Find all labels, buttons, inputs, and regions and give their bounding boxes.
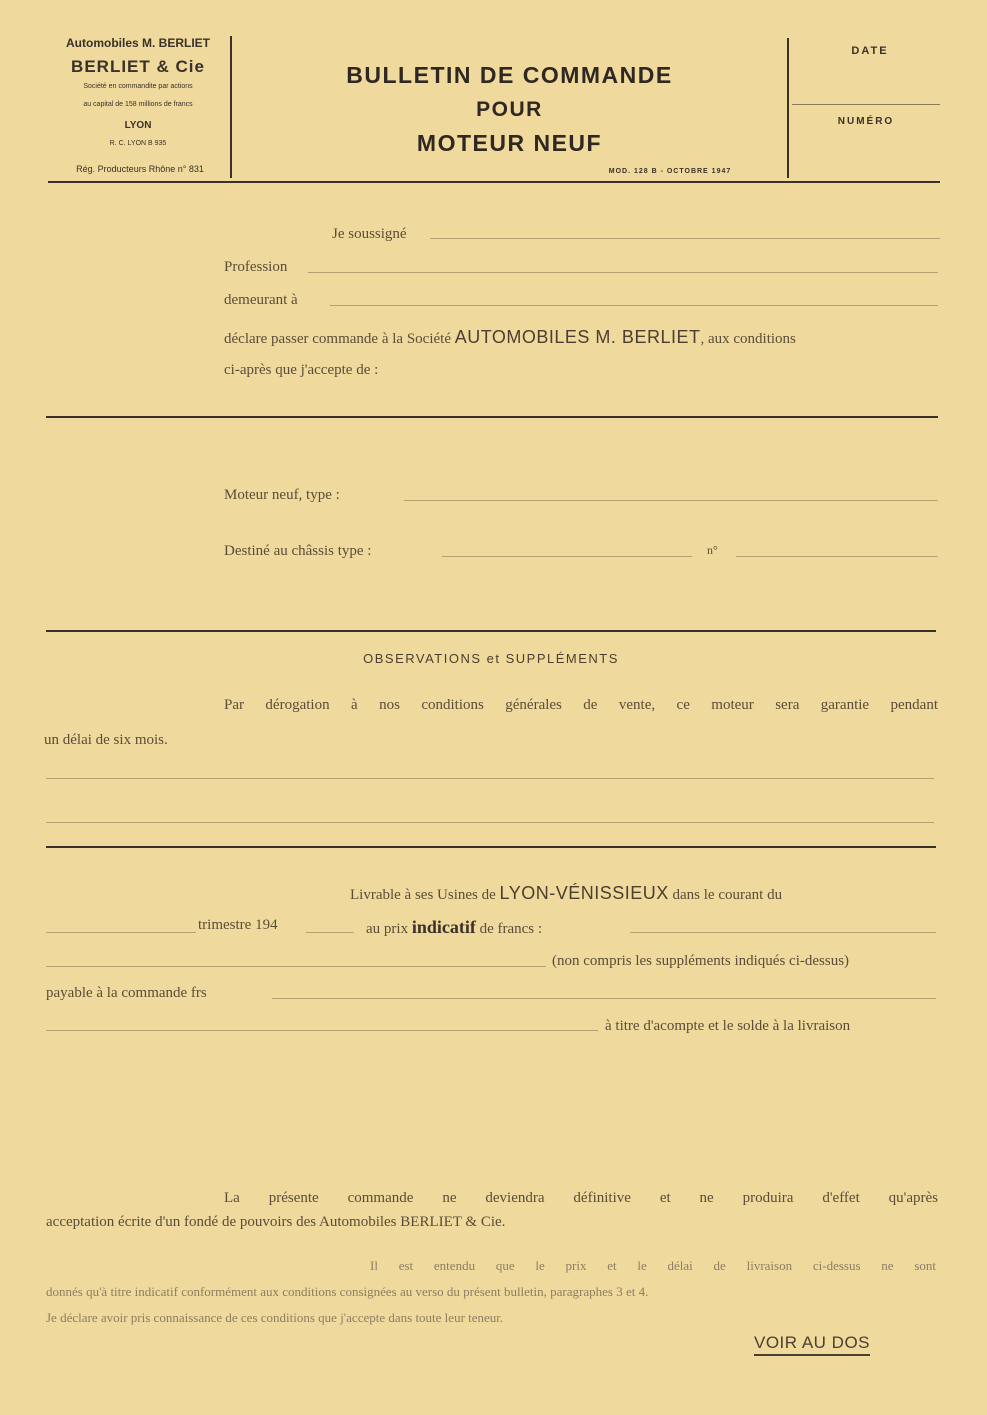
footer-para2-line2: donnés qu'à titre indicatif conformément aux conditions consignées au verso du présent bulletin, paragraphes 3 et 4. (46, 1284, 649, 1299)
chassis-type-field[interactable] (442, 556, 692, 557)
declare-end: , aux conditions (700, 331, 796, 347)
footer-para1-line1: La présente commande ne deviendra définitive et ne produira d'effet qu'après (224, 1190, 938, 1206)
prix-francs: de francs : (479, 921, 543, 937)
profession-label: Profession (224, 259, 288, 275)
company-registry: Rég. Producteurs Rhône n° 831 (76, 164, 204, 174)
prix-indicatif: indicatif (411, 917, 476, 937)
company-name: BERLIET & Cie (71, 57, 205, 76)
je-soussigne-label: Je soussigné (332, 226, 407, 242)
acompte-text: à titre d'acompte et le solde à la livraison (605, 1018, 851, 1034)
observations-text-1: Par dérogation à nos conditions générales de vente, ce moteur sera garantie pendant (224, 697, 938, 713)
company-type: Société en commandite par actions (83, 83, 193, 90)
moteur-type-field[interactable] (404, 500, 938, 501)
ci-apres-text: ci-après que j'accepte de : (224, 362, 379, 378)
trimestre-year-field[interactable] (306, 932, 354, 933)
payable-label: payable à la commande frs (46, 985, 207, 1001)
date-label: DATE (851, 45, 889, 57)
livrable-line (350, 883, 782, 904)
footer-para2-line1: Il est entendu que le prix et le délai de livraison ci-dessus ne sont (370, 1258, 936, 1273)
prix-field[interactable] (630, 932, 936, 933)
section-rule-1 (46, 416, 938, 418)
title-line2: POUR (476, 98, 543, 121)
chassis-numero-label: n° (707, 543, 718, 557)
footer-para1-line2: acceptation écrite d'un fondé de pouvoirs des Automobiles BERLIET & Cie. (46, 1214, 506, 1230)
declare-text: déclare passer commande à la Société (224, 331, 451, 347)
prix-amount-field[interactable] (46, 966, 546, 967)
company-rc: R. C. LYON B 935 (109, 140, 167, 147)
numero-label: NUMÉRO (837, 116, 895, 127)
observations-line-1[interactable] (46, 778, 934, 779)
je-soussigne-field[interactable] (430, 238, 940, 239)
prix-text: au prix (366, 921, 409, 937)
acompte-field[interactable] (46, 1030, 598, 1031)
voir-au-dos: VOIR AU DOS (754, 1333, 870, 1356)
trimestre-label: trimestre 194 (198, 917, 278, 933)
demeurant-label: demeurant à (224, 292, 298, 308)
observations-line-2[interactable] (46, 822, 934, 823)
livrable-text: Livrable à ses Usines de (350, 887, 496, 903)
payable-field[interactable] (272, 998, 936, 999)
moteur-label: Moteur neuf, type : (224, 487, 340, 503)
title-line1: BULLETIN DE COMMANDE (346, 62, 673, 88)
section-rule-2 (46, 630, 936, 632)
title-line3: MOTEUR NEUF (416, 130, 603, 156)
company-line1: Automobiles M. BERLIET (66, 36, 210, 50)
section-rule-3 (46, 846, 936, 848)
footer-para2-line3: Je déclare avoir pris connaissance de ces conditions que j'accepte dans toute leur teneur. (46, 1310, 504, 1325)
form-reference: MOD. 128 B - OCTOBRE 1947 (608, 168, 732, 175)
livrable-text-end: dans le courant du (672, 887, 783, 903)
demeurant-field[interactable] (330, 305, 938, 306)
observations-heading: OBSERVATIONS et SUPPLÉMENTS (363, 651, 619, 666)
trimestre-quarter-field[interactable] (46, 932, 196, 933)
prix-line (366, 917, 542, 938)
declare-line (224, 327, 796, 348)
header-divider-right (787, 38, 789, 178)
header-rule (48, 181, 940, 183)
company-capital: au capital de 158 millions de francs (83, 101, 193, 108)
profession-field[interactable] (308, 272, 938, 273)
company-city: LYON (124, 120, 152, 131)
observations-text-2: un délai de six mois. (44, 732, 168, 748)
chassis-numero-field[interactable] (736, 556, 938, 557)
date-field[interactable] (792, 104, 940, 105)
declare-company: AUTOMOBILES M. BERLIET (454, 327, 701, 347)
non-compris-text: (non compris les suppléments indiqués ci-dessus) (552, 953, 850, 969)
livrable-city: LYON-VÉNISSIEUX (499, 883, 669, 903)
chassis-label: Destiné au châssis type : (224, 543, 372, 559)
